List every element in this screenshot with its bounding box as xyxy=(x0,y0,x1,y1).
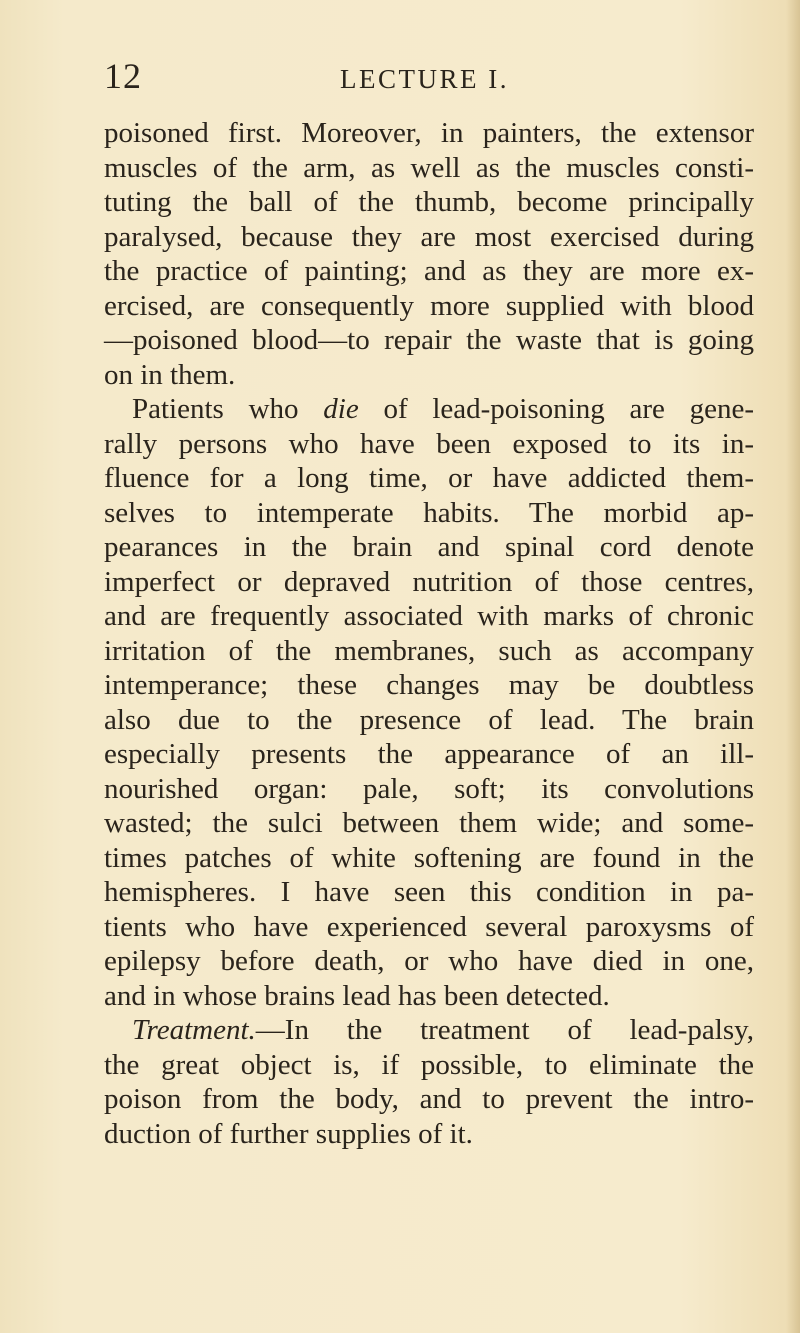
text-line: tients who have experienced several paroxysms of xyxy=(104,910,754,943)
text-span: —In the treatment of lead-palsy, xyxy=(255,1014,754,1046)
text-span: Patients who xyxy=(132,393,324,425)
text-line: ercised, are consequently more supplied with blood xyxy=(104,289,754,322)
text-line: and are frequently associated with marks of chronic xyxy=(104,600,754,632)
text-line: muscles of the arm, as well as the muscles consti- xyxy=(104,151,754,184)
text-line: especially presents the appearance of an ill- xyxy=(104,738,754,770)
text-line: —poisoned blood—to repair the waste that is going xyxy=(104,324,754,356)
text-line: irritation of the membranes, such as accompany xyxy=(104,634,754,667)
text-line: poisoned first. Moreover, in painters, the extensor xyxy=(104,117,754,149)
text-line: hemispheres. I have seen this condition in pa- xyxy=(104,876,754,908)
body-text xyxy=(104,116,754,1151)
text-line: duction of further supplies of it. xyxy=(104,1117,473,1150)
running-head: LECTURE I. xyxy=(340,64,509,94)
paragraph-start-line xyxy=(104,1013,754,1048)
text-line: pearances in the brain and spinal cord denote xyxy=(104,531,754,563)
text-line: on in them. xyxy=(104,358,236,391)
text-line: paralysed, because they are most exercised during xyxy=(104,220,754,253)
text-line: imperfect or depraved nutrition of those centres, xyxy=(104,565,754,598)
text-line: and in whose brains lead has been detected. xyxy=(104,979,610,1012)
text-line: also due to the presence of lead. The brain xyxy=(104,703,754,736)
text-line: times patches of white softening are found in the xyxy=(104,841,754,874)
page-number: 12 xyxy=(104,56,142,96)
text-line: poison from the body, and to prevent the intro- xyxy=(104,1083,754,1115)
text-line: epilepsy before death, or who have died in one, xyxy=(104,945,754,977)
text-line: the practice of painting; and as they are more ex- xyxy=(104,255,754,287)
text-span: of lead-poisoning are gene- xyxy=(358,393,754,425)
text-line: nourished organ: pale, soft; its convolutions xyxy=(104,772,754,805)
text-line: intemperance; these changes may be doubtless xyxy=(104,669,754,701)
italic-heading: Treatment. xyxy=(132,1014,256,1046)
text-line: wasted; the sulci between them wide; and some- xyxy=(104,807,754,839)
italic-word: die xyxy=(323,393,359,425)
paragraph-start-line xyxy=(104,392,754,427)
text-line: rally persons who have been exposed to its in- xyxy=(104,427,754,460)
text-line: tuting the ball of the thumb, become principally xyxy=(104,186,754,218)
page-edge-shadow xyxy=(786,0,800,1333)
text-line: selves to intemperate habits. The morbid ap- xyxy=(104,496,754,529)
text-line: fluence for a long time, or have addicted them- xyxy=(104,462,754,494)
text-line: the great object is, if possible, to eliminate the xyxy=(104,1048,754,1081)
